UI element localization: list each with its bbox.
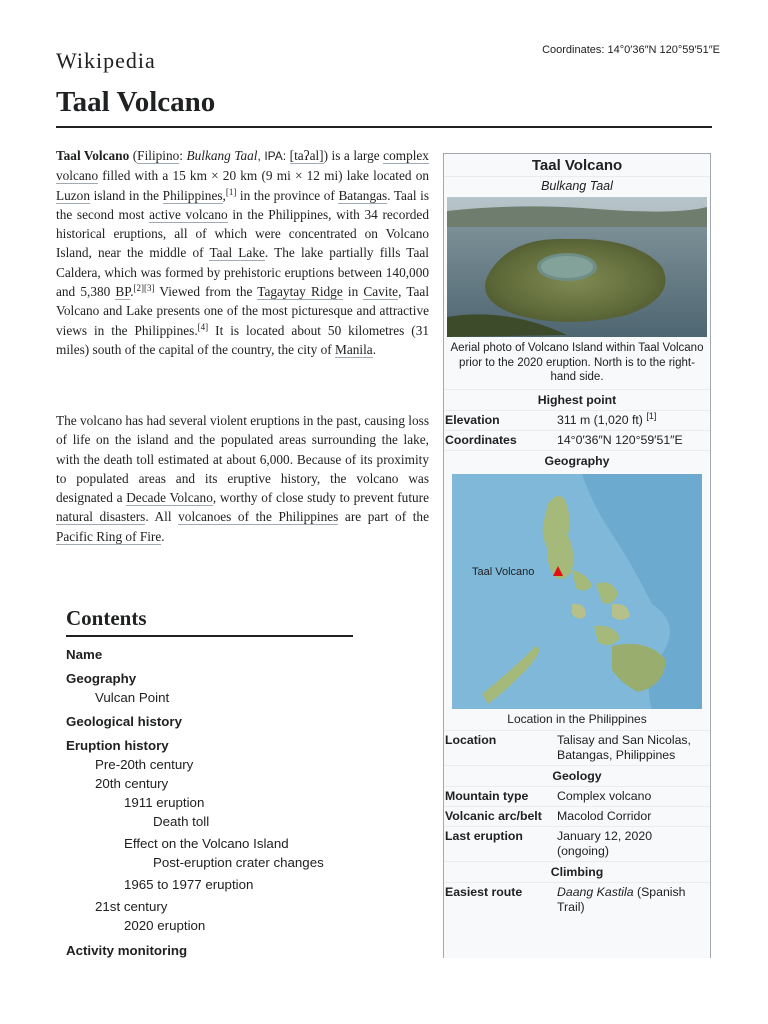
link-batangas[interactable]: Batangas	[338, 187, 388, 203]
page-title: Taal Volcano	[56, 86, 216, 118]
wikipedia-logo[interactable]: Wikipedia	[56, 48, 156, 73]
section-geography: Geography	[444, 450, 710, 471]
link-decade-volcano[interactable]: Decade Volcano	[126, 490, 213, 506]
link-natural-disasters[interactable]: natural disasters	[56, 509, 146, 525]
table-of-contents	[66, 606, 353, 960]
link-ipa[interactable]: [taʔal]	[289, 148, 324, 163]
toc-item[interactable]: Vulcan Point	[95, 690, 170, 705]
link-complex-volcano[interactable]: complex volcano	[56, 148, 429, 184]
photo-caption: Aerial photo of Volcano Island within Taal Volcano prior to the 2020 eruption. North is to the right-hand side.	[450, 342, 704, 383]
ref-2-3[interactable]: [2][3]	[133, 283, 155, 294]
link-filipino[interactable]: Filipino	[137, 148, 180, 163]
row-coordinates: Coordinates 14°0′36″N 120°59′51″E	[444, 430, 710, 450]
toc-item[interactable]: Geography	[66, 671, 137, 686]
row-elevation: Elevation 311 m (1,020 ft) [1]	[444, 410, 710, 430]
coordinates-top: Coordinates: 14°0′36″N 120°59′51″E	[542, 44, 720, 56]
row-last-eruption: Last eruption January 12, 2020 (ongoing)	[444, 826, 710, 861]
toc-item[interactable]: 2020 eruption	[124, 918, 206, 933]
row-easiest-route: Easiest route Daang Kastila (Spanish Trail)	[444, 882, 710, 917]
intro-paragraph: Taal Volcano (Filipino: Bulkang Taal, IPA: [taʔal]) is a large complex volcano filled with a 15 km × 20 km (9 mi × 12 mi) lake located on Luzon island in the Philippines,[1] in the province of Batangas. Taal is the second most active volcano in the Philippines, with 34 recorded historical eruptions, all of which were concentrated on Volcano Island, near the middle of Taal Lake. The lake partially fills Taal Caldera, which was formed by prehistoric eruptions between 140,000 and 5,380 BP.[2][3] Viewed from the Tagaytay Ridge in Cavite, Taal Volcano and Lake presents one of the most picturesque and attractive views in the Philippines.[4] It is located about 50 kilometres (31 miles) south of the capital of the country, the city of Manila.	[56, 148, 430, 357]
link-pacific-ring-of-fire[interactable]: Pacific Ring of Fire	[56, 528, 162, 544]
infobox-title: Taal Volcano	[531, 157, 623, 174]
toc-item[interactable]: Pre-20th century	[95, 757, 194, 772]
location-map[interactable]	[452, 474, 702, 709]
toc-item[interactable]: Death toll	[153, 814, 210, 829]
link-tagaytay-ridge[interactable]: Tagaytay Ridge	[257, 284, 343, 300]
link-active-volcano[interactable]: active volcano	[149, 206, 228, 222]
title-divider	[56, 126, 712, 128]
aerial-photo[interactable]	[447, 197, 707, 337]
toc-item[interactable]: 1965 to 1977 eruption	[124, 877, 254, 892]
infobox-subtitle: Bulkang Taal	[444, 176, 710, 197]
toc-item[interactable]: 1911 eruption	[124, 795, 205, 810]
coordinates-link[interactable]: 14°0′36″N 120°59′51″E	[607, 44, 720, 56]
row-mountain-type: Mountain type Complex volcano	[444, 786, 710, 806]
toc-item[interactable]: Effect on the Volcano Island	[124, 836, 289, 851]
section-climbing: Climbing	[444, 861, 710, 882]
link-bp[interactable]: BP	[115, 284, 131, 300]
link-taal-lake[interactable]: Taal Lake	[209, 245, 265, 261]
toc-item[interactable]: Eruption history	[66, 738, 169, 753]
section-geology: Geology	[444, 765, 710, 786]
toc-item[interactable]: Geological history	[66, 714, 183, 729]
toc-title: Contents	[66, 606, 353, 637]
toc-item[interactable]: Name	[66, 647, 103, 662]
map-marker-label: Taal Volcano	[472, 565, 535, 578]
infobox	[443, 153, 711, 958]
link-cavite[interactable]: Cavite	[363, 284, 399, 300]
link-volcanic-arc[interactable]: Macolod Corridor	[557, 808, 652, 823]
section-highest-point: Highest point	[444, 389, 710, 410]
ref-elevation[interactable]: [1]	[646, 410, 657, 421]
ref-4[interactable]: [4]	[197, 321, 209, 332]
link-volcanoes-of-philippines[interactable]: volcanoes of the Philippines	[178, 509, 339, 525]
row-location: Location Talisay and San Nicolas, Batangas, Philippines	[444, 730, 710, 765]
toc-item[interactable]: Post-eruption crater changes	[153, 855, 324, 870]
ref-1[interactable]: [1]	[225, 186, 237, 197]
link-mountain-type[interactable]: Complex volcano	[557, 788, 652, 803]
toc-item[interactable]: 21st century	[95, 899, 168, 914]
link-manila[interactable]: Manila	[335, 341, 373, 357]
map-caption: Location in the Philippines	[507, 711, 647, 726]
row-volcanic-arc: Volcanic arc/belt Macolod Corridor	[444, 806, 710, 826]
infobox-coordinates-link[interactable]: 14°0′36″N 120°59′51″E	[557, 432, 683, 447]
link-luzon[interactable]: Luzon	[56, 187, 90, 203]
link-philippines[interactable]: Philippines	[162, 187, 223, 203]
second-paragraph: The volcano has had several violent eruptions in the past, causing loss of life on the island and the populated areas surrounding the lake, with the death toll estimated at about 6,000. Because of its proximity to populated areas and its eruptive history, the volcano was designated a Decade Volcano, worthy of close study to prevent future natural disasters. All volcanoes of the Philippines are part of the Pacific Ring of Fire.	[56, 413, 429, 544]
toc-item[interactable]: Activity monitoring	[66, 943, 188, 958]
toc-item[interactable]: 20th century	[95, 776, 169, 791]
